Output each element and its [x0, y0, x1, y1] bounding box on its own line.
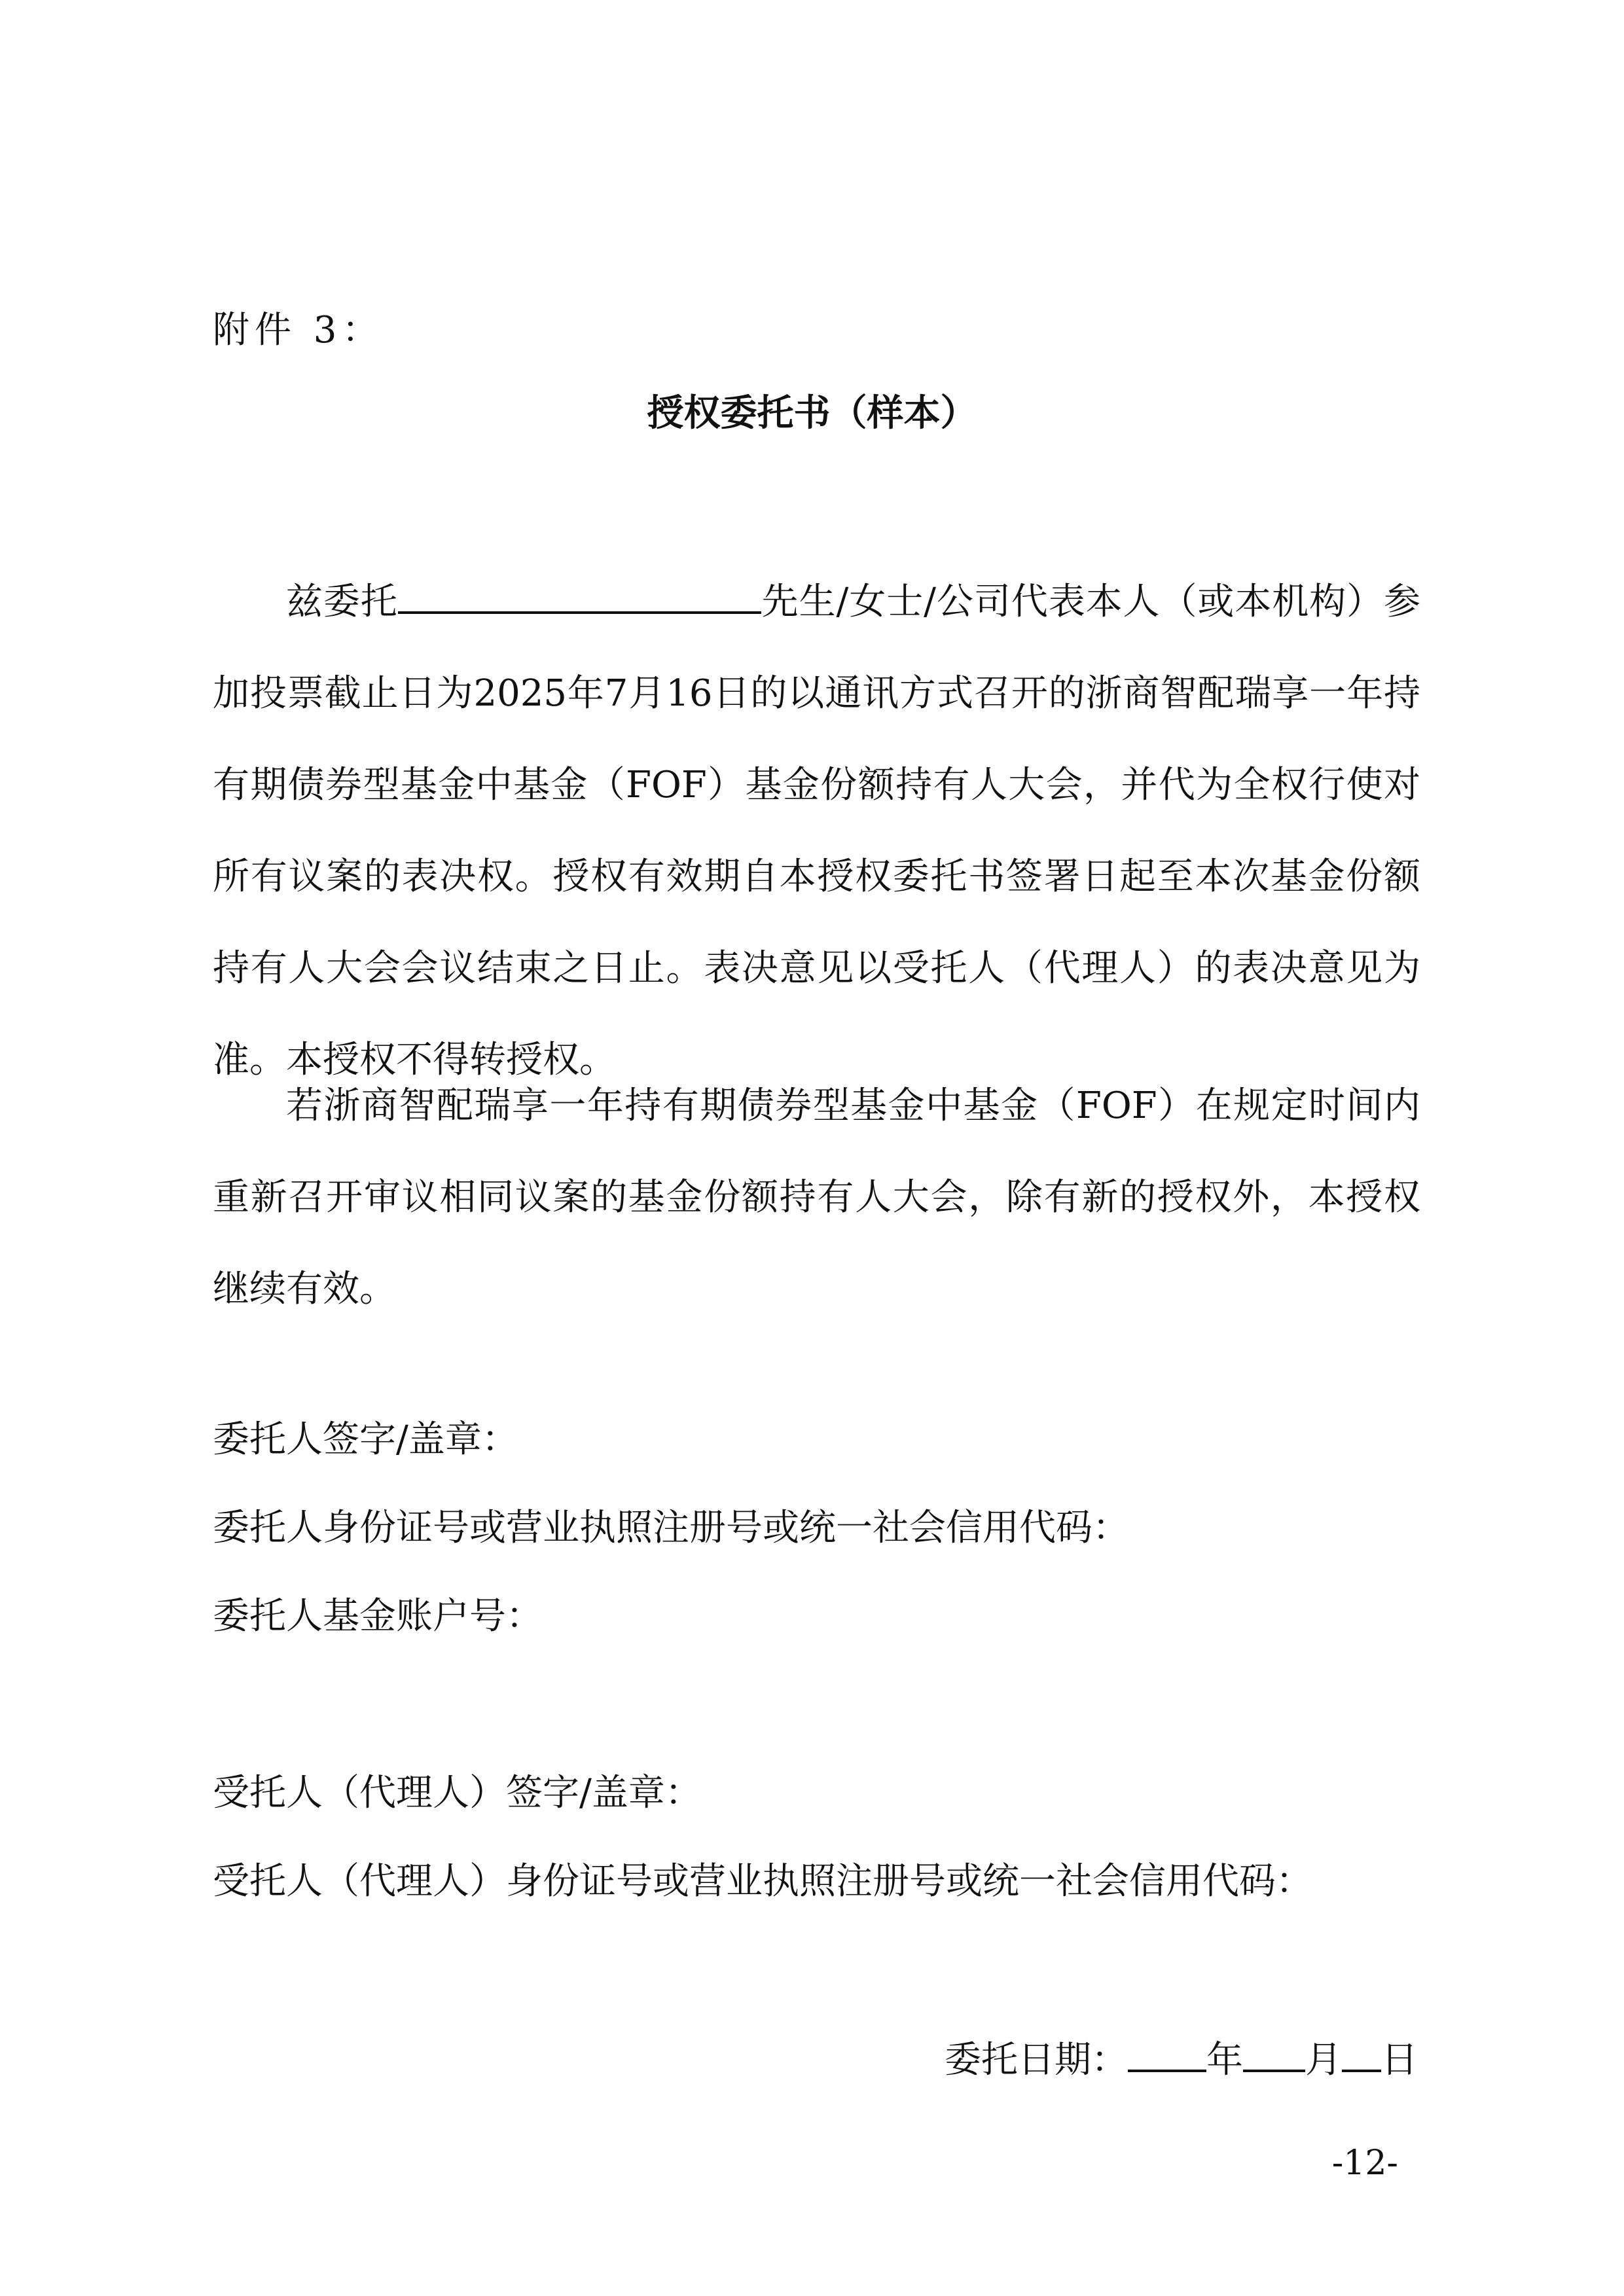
- principal-id-label: 委托人身份证号或营业执照注册号或统一社会信用代码：: [213, 1507, 1129, 1549]
- agent-name-blank[interactable]: [398, 577, 761, 614]
- entrust-body: 先生/女士/公司代表本人（或本机构）参加投票截止日为2025年7月16日的以通讯方式召开的浙商智配瑞享一年持有期债券型基金中基金（FOF）基金份额持有人大会，并代为全权行使对所有议案的表决权。授权有效期自本授权委托书签署日起至本次基金份额持有人大会会议结束之日止。表决意见以受托人（代理人）的表决意见为准。本授权不得转授权。: [213, 581, 1421, 1081]
- month-label: 月: [1305, 2039, 1342, 2081]
- agent-signature-label: 受托人（代理人）签字/盖章：: [213, 1772, 702, 1814]
- year-blank[interactable]: [1128, 2036, 1206, 2072]
- date-label: 委托日期：: [945, 2039, 1128, 2081]
- day-blank[interactable]: [1342, 2036, 1381, 2072]
- principal-account-label: 委托人基金账户号：: [213, 1595, 543, 1638]
- entrust-prefix: 兹委托: [286, 581, 398, 623]
- agent-id-label: 受托人（代理人）身份证号或营业执照注册号或统一社会信用代码：: [213, 1860, 1312, 1903]
- month-blank[interactable]: [1243, 2036, 1305, 2072]
- entrust-date: [945, 2036, 1418, 2083]
- year-label: 年: [1206, 2039, 1243, 2081]
- attachment-label: 附件 3：: [213, 309, 384, 351]
- principal-signature-label: 委托人签字/盖章：: [213, 1418, 518, 1461]
- authorization-paragraph: [213, 556, 1420, 1106]
- day-label: 日: [1381, 2039, 1418, 2081]
- validity-paragraph: 若浙商智配瑞享一年持有期债券型基金中基金（FOF）在规定时间内重新召开审议相同议案的基金份额持有人大会，除有新的授权外，本授权继续有效。: [213, 1085, 1420, 1310]
- document-title: 授权委托书（样本）: [647, 392, 977, 435]
- page-number: -12-: [1331, 2144, 1398, 2183]
